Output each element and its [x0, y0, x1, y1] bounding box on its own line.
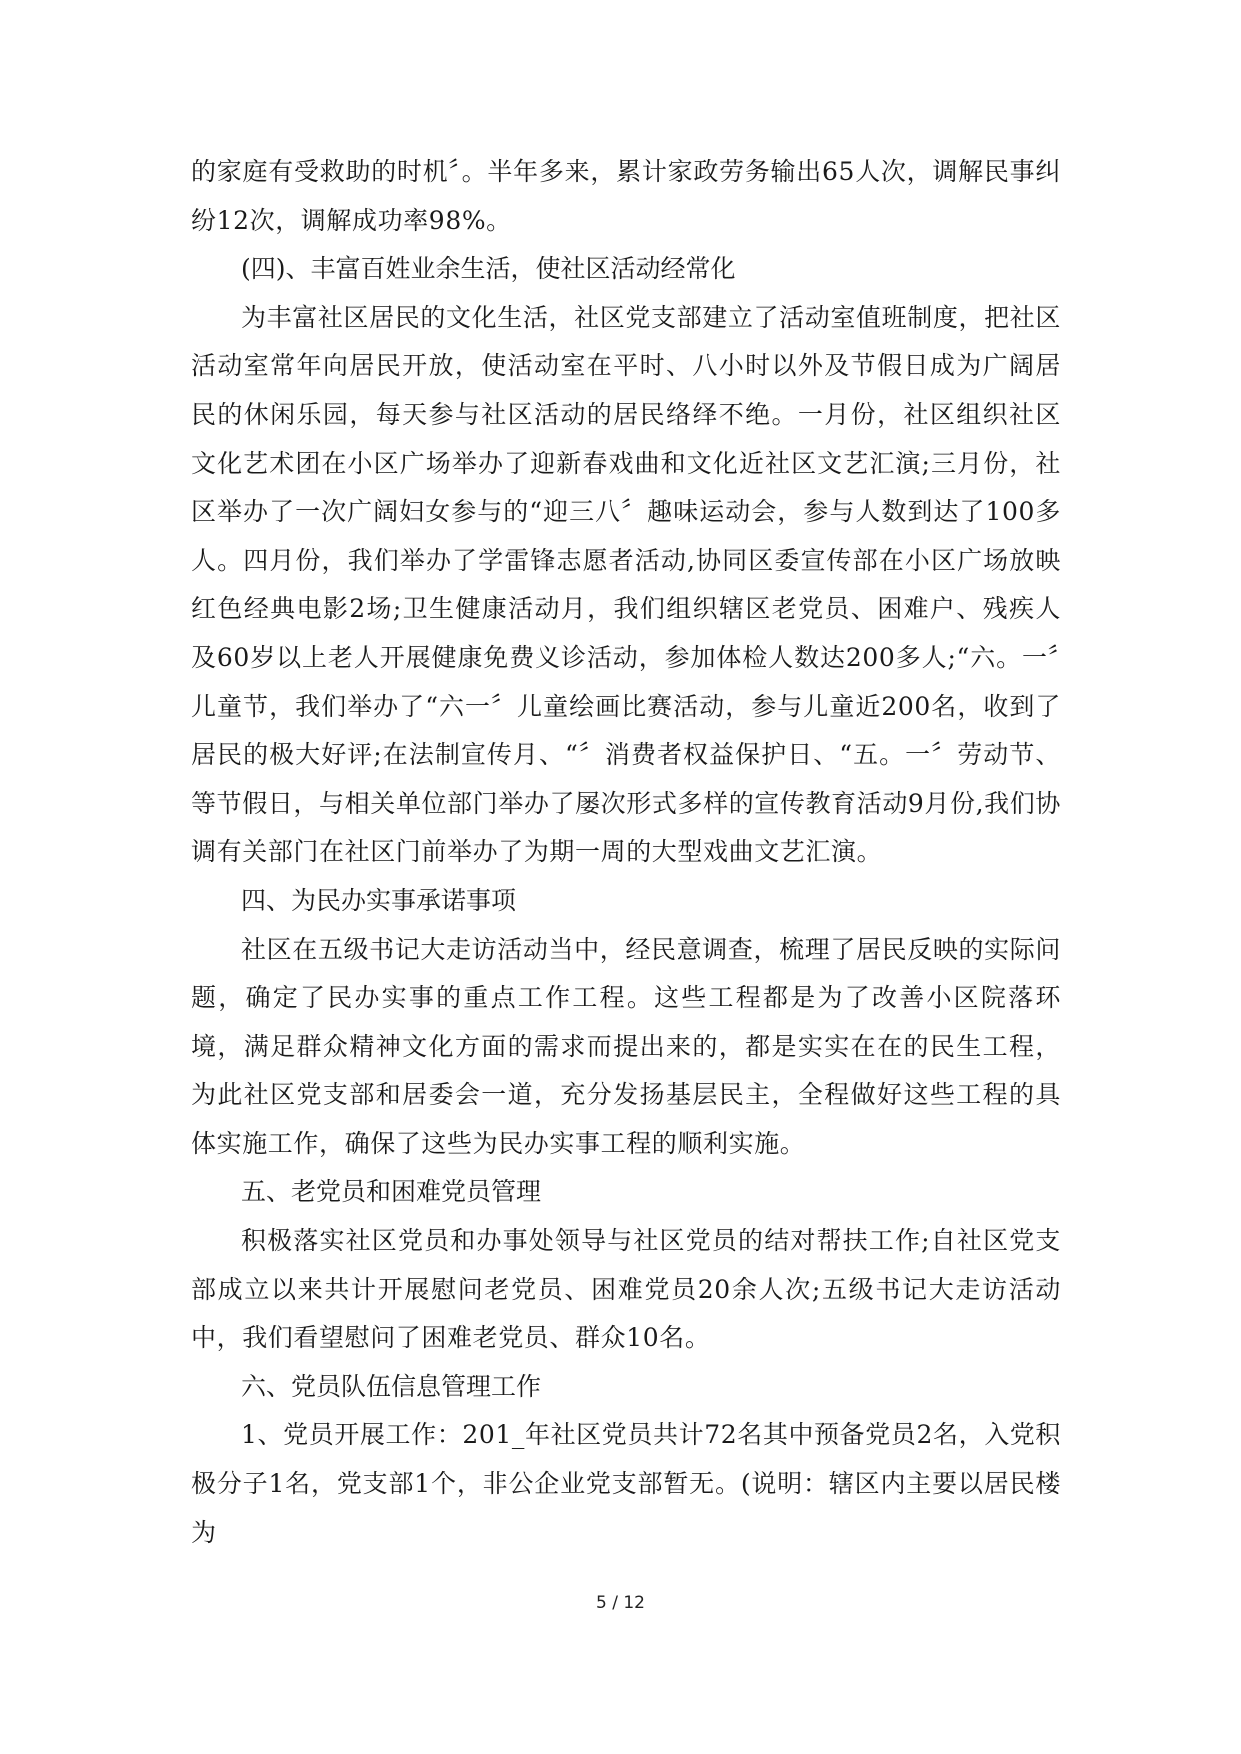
- section-heading-5: 五、老党员和困难党员管理: [241, 1177, 542, 1207]
- paragraph-practical-projects: 社区在五级书记大走访活动当中，经民意调查，梳理了居民反映的实际问题，确定了民办实事的重点工作工程。这些工程都是为了改善小区院落环境，满足群众精神文化方面的需求而提出来的，都是实实在在的民生工程，为此社区党支部和居委会一道，充分发扬基层民主，全程做好这些工程的具体实施工作，确保了这些为民办实事工程的顺利实施。: [191, 934, 1061, 1158]
- paragraph-member-development: 1、党员开展工作：201_年社区党员共计72名其中预备党员2名，入党积极分子1名，党支部1个，非公企业党支部暂无。(说明：辖区内主要以居民楼为: [191, 1420, 1061, 1547]
- paragraph-cultural-activities: 为丰富社区居民的文化生活，社区党支部建立了活动室值班制度，把社区活动室常年向居民开放，使活动室在平时、八小时以外及节假日成为广阔居民的休闲乐园，每天参与社区活动的居民络绎不绝。一月份，社区组织社区文化艺术团在小区广场举办了迎新春戏曲和文化近社区文艺汇演;三月份，社区举办了一次广阔妇女参与的“迎三八〞趣味运动会，参与人数到达了100多人。四月份，我们举办了学雷锋志愿者活动,协同区委宣传部在小区广场放映红色经典电影2场;卫生健康活动月，我们组织辖区老党员、困难户、残疾人及60岁以上老人开展健康免费义诊活动，参加体检人数达200多人;“六。一〞儿童节，我们举办了“六一〞儿童绘画比赛活动，参与儿童近200名，收到了居民的极大好评;在法制宣传月、“〞消费者权益保护日、“五。一〞劳动节、等节假日，与相关单位部门举办了屡次形式多样的宣传教育活动9月份,我们协调有关部门在社区门前举办了为期一周的大型戏曲文艺汇演。: [191, 302, 1061, 867]
- paragraph-continuation: 的家庭有受救助的时机〞。半年多来，累计家政劳务输出65人次，调解民事纠纷12次，调解成功率98%。: [191, 157, 1061, 235]
- page-number: 5 / 12: [596, 1593, 645, 1613]
- section-heading-4: 四、为民办实事承诺事项: [241, 885, 517, 915]
- document-body: [191, 148, 1061, 1557]
- paragraph-party-member-care: 积极落实社区党员和办事处领导与社区党员的结对帮扶工作;自社区党支部成立以来共计开展慰问老党员、困难党员20余人次;五级书记大走访活动中，我们看望慰问了困难老党员、群众10名。: [191, 1226, 1061, 1353]
- section-heading-6: 六、党员队伍信息管理工作: [241, 1371, 542, 1401]
- section-heading-4-sub: (四)、丰富百姓业余生活，使社区活动经常化: [241, 254, 736, 284]
